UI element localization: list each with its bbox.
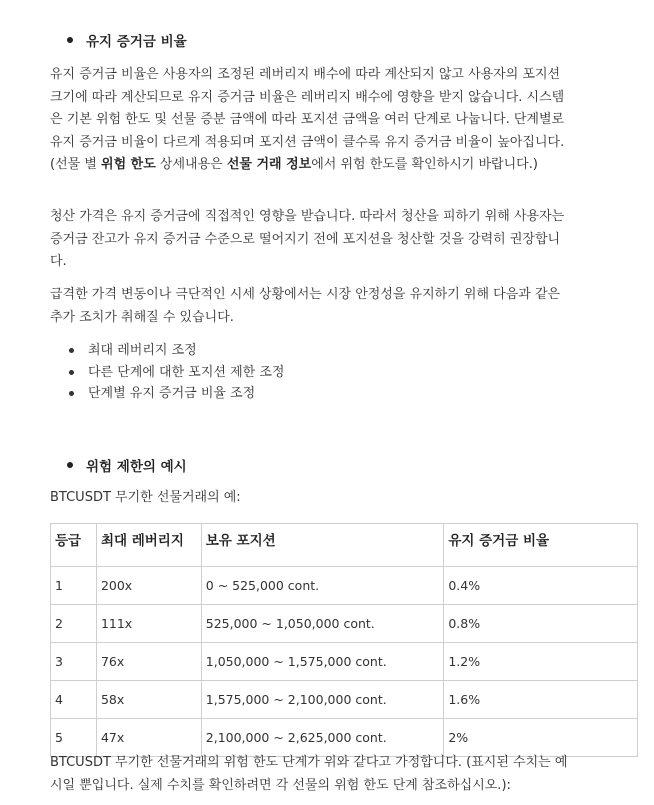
list-item: 최대 레버리지 조정 [50,340,284,362]
paragraph-text: 상세내용은 [155,157,227,172]
risk-limit-bold: 위험 한도 [101,157,156,172]
futures-info-bold: 선물 거래 정보 [226,157,312,172]
header-tier: 등급 [51,524,97,567]
cell-tier: 5 [51,719,97,757]
cell-tier: 2 [51,605,97,643]
cell-position: 1,575,000 ~ 2,100,000 cont. [201,681,444,719]
cell-leverage: 111x [96,605,201,643]
cell-tier: 3 [51,643,97,681]
list-item: 다른 단계에 대한 포지션 제한 조정 [50,362,284,384]
cell-leverage: 47x [96,719,201,757]
section-heading-maintenance-margin: 유지 증거금 비율 [50,30,187,50]
cell-leverage: 76x [96,643,201,681]
table-footnote: BTCUSDT 무기한 선물거래의 위험 한도 단계가 위와 같다고 가정합니다. (표시된 수치는 예시일 뿐입니다. 실제 수치를 확인하려면 각 선물의 위험 한도 단계 참조하십시오.): [50,755,568,793]
paragraph-extreme-market: 급격한 가격 변동이나 극단적인 시세 상황에서는 시장 안정성을 유지하기 위해 다음과 같은 추가 조치가 취해질 수 있습니다. [50,287,561,325]
table-row [51,681,638,719]
cell-position: 0 ~ 525,000 cont. [201,567,444,605]
cell-margin-rate: 1.2% [444,643,638,681]
section-heading-risk-limit-example: 위험 제한의 예시 [50,455,187,475]
cell-leverage: 58x [96,681,201,719]
cell-margin-rate: 1.6% [444,681,638,719]
cell-position: 1,050,000 ~ 1,575,000 cont. [201,643,444,681]
paragraph-text: 유지 증거금 비율은 사용자의 조정된 레버리지 배수에 따라 계산되지 않고 사용자의 포지션 크기에 따라 계산되므로 유지 증거금 비율은 레버리지 배수에 영향을 받지 않습니다. 시스템은 기본 위험 한도 및 선물 증분 금액에 따라 포지션 금액을 여러 단계로 나눕니다. 단계별로 유지 증거금 비율이 다르게 적용되며 포지션 금액이 클수록 유지 증거금 비율이 높아집니다. (선물 별 [50,67,565,172]
cell-margin-rate: 2% [444,719,638,757]
paragraph-maintenance-margin [50,64,570,177]
cell-position: 2,100,000 ~ 2,625,000 cont. [201,719,444,757]
cell-position: 525,000 ~ 1,050,000 cont. [201,605,444,643]
cell-margin-rate: 0.8% [444,605,638,643]
header-maintenance-margin-rate: 유지 증거금 비율 [444,524,638,567]
table-row [51,643,638,681]
risk-limit-table [50,523,638,757]
list-item: 단계별 유지 증거금 비율 조정 [50,383,284,405]
paragraph-text: 에서 위험 한도를 확인하시기 바랍니다.) [311,157,538,172]
table-row [51,567,638,605]
table-header-row [51,524,638,567]
header-position: 보유 포지션 [201,524,444,567]
measures-list [50,340,284,405]
cell-leverage: 200x [96,567,201,605]
header-max-leverage: 최대 레버리지 [96,524,201,567]
cell-tier: 1 [51,567,97,605]
table-intro: BTCUSDT 무기한 선물거래의 예: [50,490,241,505]
cell-tier: 4 [51,681,97,719]
cell-margin-rate: 0.4% [444,567,638,605]
table-row [51,719,638,757]
table-row [51,605,638,643]
paragraph-liquidation: 청산 가격은 유지 증거금에 직접적인 영향을 받습니다. 따라서 청산을 피하기 위해 사용자는 증거금 잔고가 유지 증거금 수준으로 떨어지기 전에 포지션을 청산할 것을 강력히 권장합니다. [50,209,565,269]
